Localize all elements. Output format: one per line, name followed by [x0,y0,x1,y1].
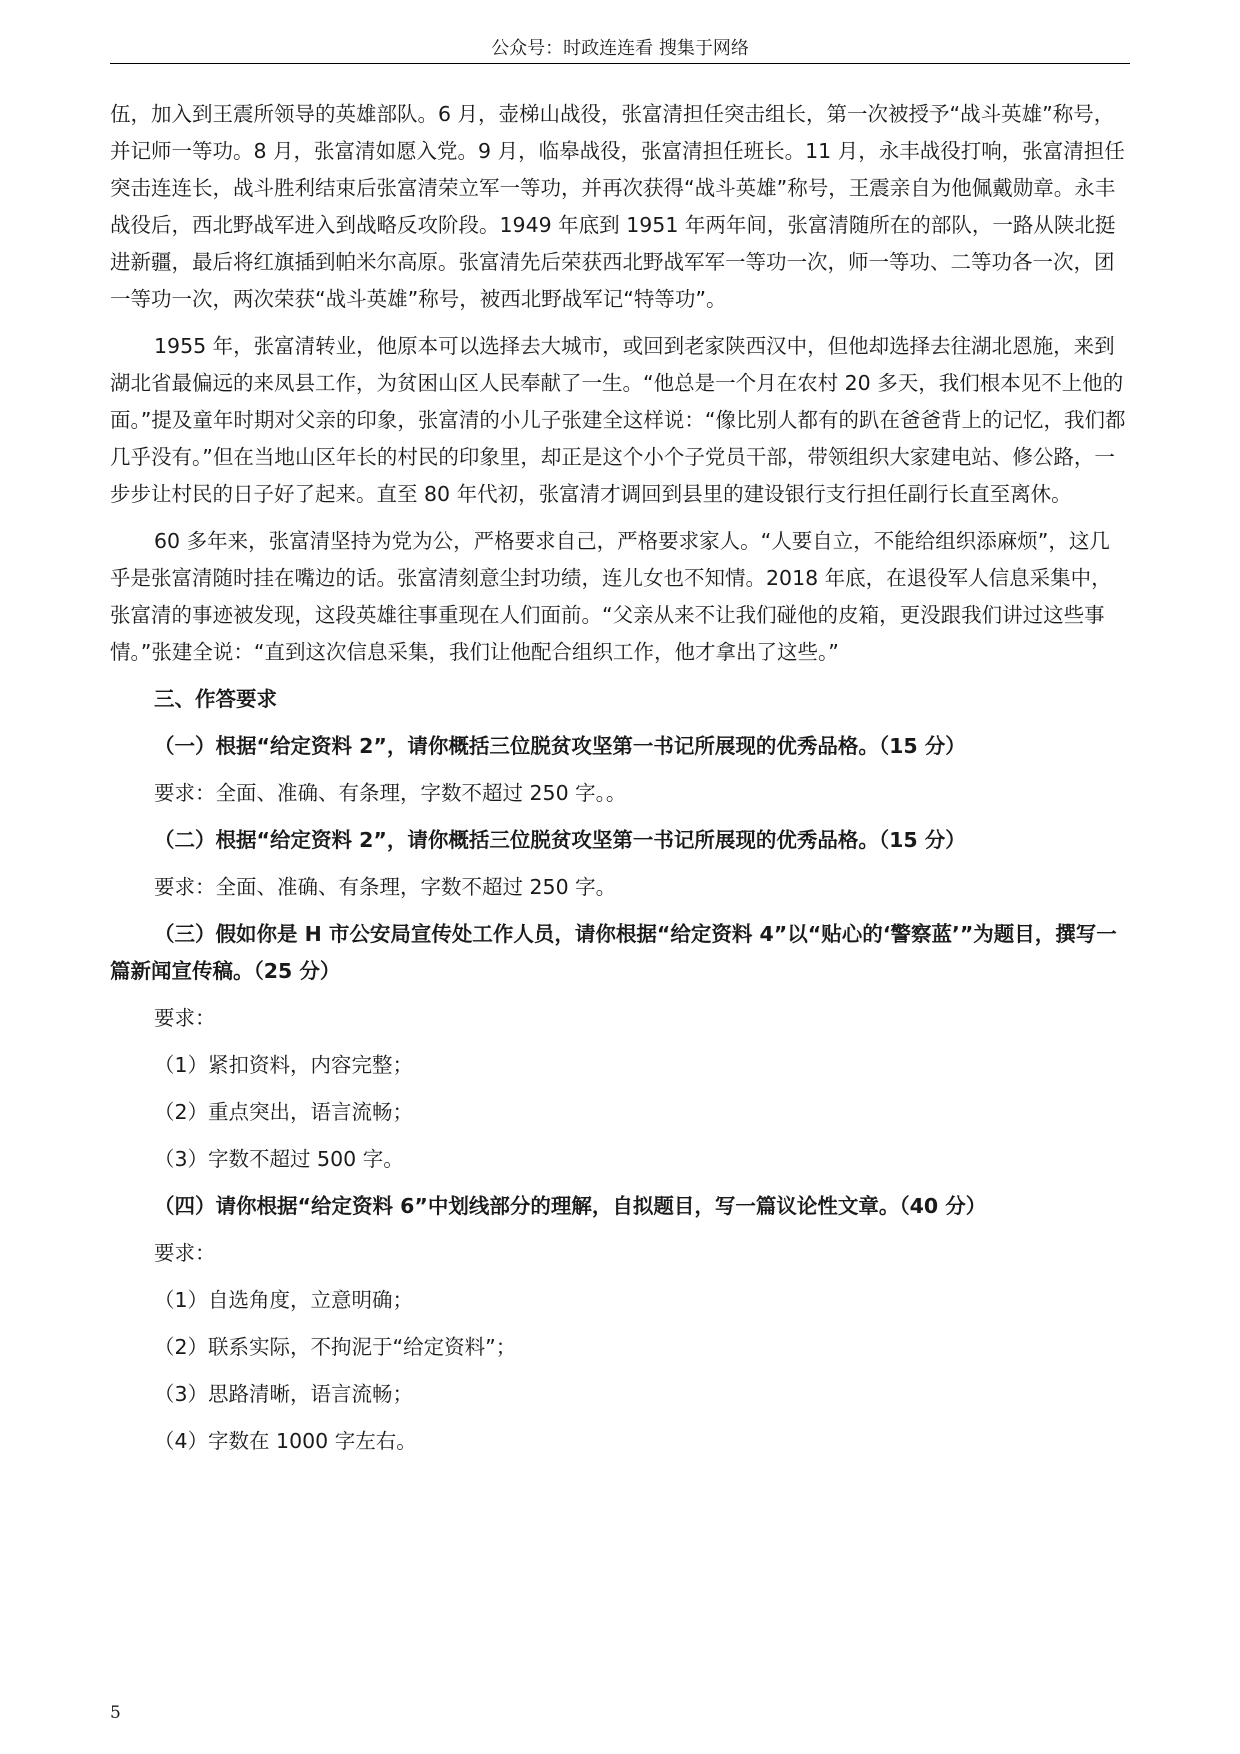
question-4-title: （四）请你根据“给定资料 6”中划线部分的理解，自拟题目，写一篇议论性文章。（40 分） [154,1194,987,1218]
document-body [110,96,1130,1470]
paragraph-sixty-years: 60 多年来，张富清坚持为党为公，严格要求自己，严格要求家人。“人要自立，不能给组织添麻烦”，这几乎是张富清随时挂在嘴边的话。张富清刻意尘封功绩，连儿女也不知情。2018 年底，在退役军人信息采集中，张富清的事迹被发现，这段英雄往事重现在人们面前。“父亲从来不让我们碰他的皮箱，更没跟我们讲过这些事情。”张建全说：“直到这次信息采集，我们让他配合组织工作，他才拿出了这些。” [110,529,1112,664]
section-title: 三、作答要求 [154,687,277,711]
question-4-item-3: （3）思路清晰，语言流畅； [154,1382,414,1406]
question-4-item-4: （4）字数在 1000 字左右。 [154,1429,417,1453]
question-4-requirement-label: 要求： [154,1241,216,1265]
paragraph-transfer: 1955 年，张富清转业，他原本可以选择去大城市，或回到老家陕西汉中，但他却选择去往湖北恩施，来到湖北省最偏远的来凤县工作，为贫困山区人民奉献了一生。“他总是一个月在农村 20 多天，我们根本见不上他的面。”提及童年时期对父亲的印象，张富清的小儿子张建全这样说：“像比别人都有的趴在爸爸背上的记忆，我们都几乎没有。”但在当地山区年长的村民的印象里，却正是这个小个子党员干部，带领组织大家建电站、修公路，一步步让村民的日子好了起来。直至 80 年代初，张富清才调回到县里的建设银行支行担任副行长直至离休。 [110,334,1126,506]
question-2-title: （二）根据“给定资料 2”，请你概括三位脱贫攻坚第一书记所展现的优秀品格。（15 分） [154,828,966,852]
question-3-item-1: （1）紧扣资料，内容完整； [154,1053,414,1077]
question-4-item-1: （1）自选角度，立意明确； [154,1288,414,1312]
header-divider [110,63,1130,64]
question-3-requirement-label: 要求： [154,1006,216,1030]
question-3-item-3: （3）字数不超过 500 字。 [154,1147,404,1171]
question-3-title: （三）假如你是 H 市公安局宣传处工作人员，请你根据“给定资料 4”以“贴心的‘警察蓝’”为题目，撰写一篇新闻宣传稿。（25 分） [110,922,1117,983]
question-3-item-2: （2）重点突出，语言流畅； [154,1100,414,1124]
question-2-requirement: 要求：全面、准确、有条理，字数不超过 250 字。 [154,875,617,899]
page-number: 5 [110,1703,121,1723]
question-1-requirement: 要求：全面、准确、有条理，字数不超过 250 字。。 [154,781,627,805]
paragraph-continuation: 伍，加入到王震所领导的英雄部队。6 月，壶梯山战役，张富清担任突击组长，第一次被授予“战斗英雄”称号，并记师一等功。8 月，张富清如愿入党。9 月，临皋战役，张富清担任班长。11 月，永丰战役打响，张富清担任突击连连长，战斗胜利结束后张富清荣立军一等功，并再次获得“战斗英雄”称号，王震亲自为他佩戴勋章。永丰战役后，西北野战军进入到战略反攻阶段。1949 年底到 1951 年两年间，张富清随所在的部队，一路从陕北挺进新疆，最后将红旗插到帕米尔高原。张富清先后荣获西北野战军军一等功一次，师一等功、二等功各一次，团一等功一次，两次荣获“战斗英雄”称号，被西北野战军记“特等功”。 [110,102,1125,311]
question-1-title: （一）根据“给定资料 2”，请你概括三位脱贫攻坚第一书记所展现的优秀品格。（15 分） [154,734,966,758]
page-header: 公众号：时政连连看 搜集于网络 [491,38,749,59]
question-4-item-2: （2）联系实际，不拘泥于“给定资料”； [154,1335,517,1359]
